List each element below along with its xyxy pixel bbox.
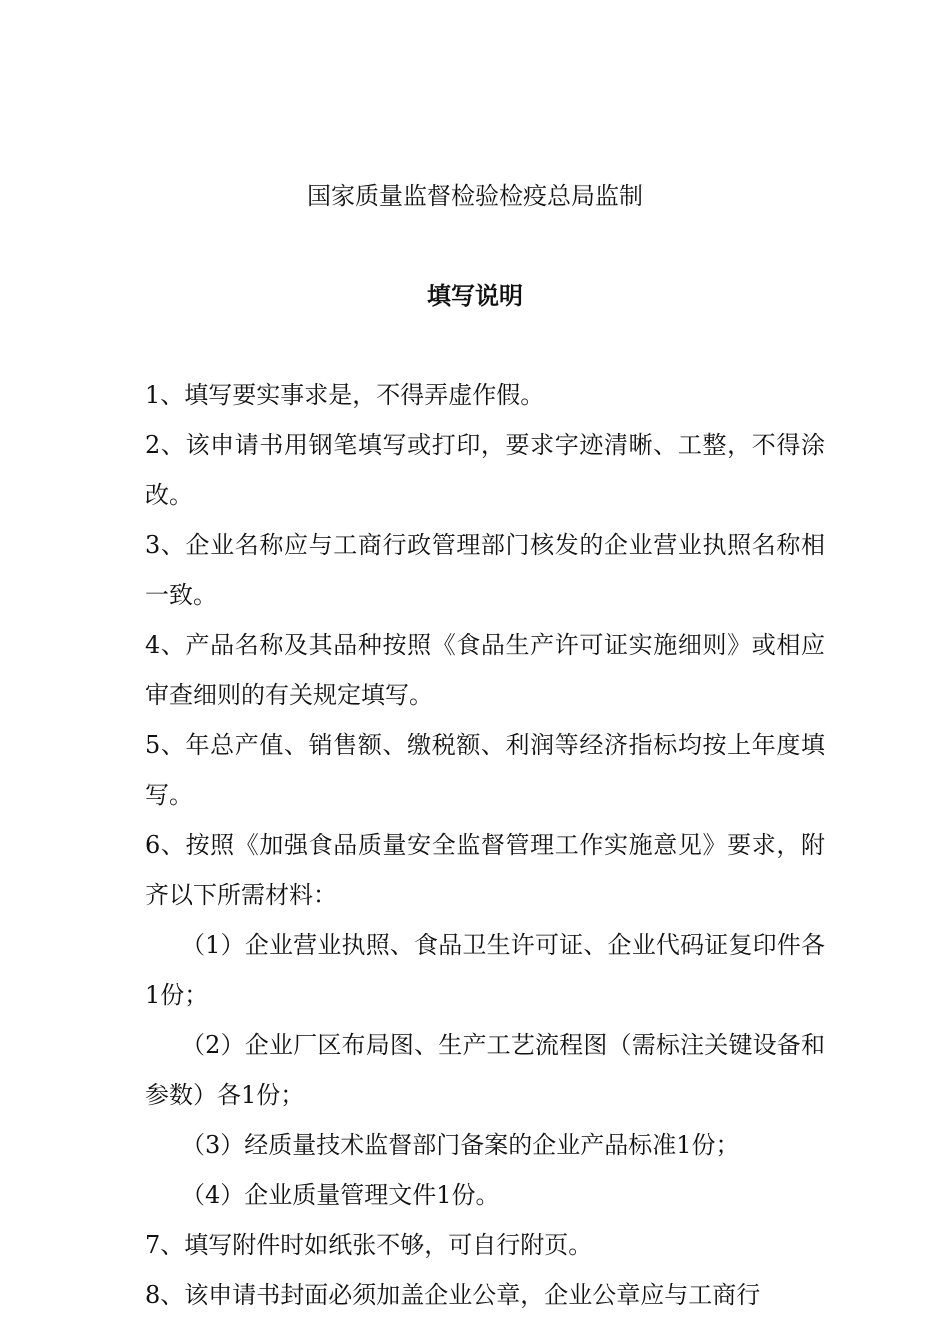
- instruction-item-7: 7、填写附件时如纸张不够，可自行附页。: [145, 1231, 593, 1259]
- attachment-item-4: （4）企业质量管理文件1份。: [181, 1181, 500, 1209]
- attachment-item-3: （3）经质量技术监督部门备案的企业产品标准1份；: [181, 1131, 740, 1159]
- instruction-item-6: 6、按照《加强食品质量安全监督管理工作实施意见》要求，附齐以下所需材料：: [145, 831, 825, 909]
- attachment-item-2: （2）企业厂区布局图、生产工艺流程图（需标注关键设备和参数）各1份；: [145, 1031, 825, 1109]
- issuer-line: 国家质量监督检验检疫总局监制: [307, 182, 643, 210]
- instructions-body: [145, 370, 825, 1320]
- instruction-item-2: 2、该申请书用钢笔填写或打印，要求字迹清晰、工整，不得涂改。: [145, 431, 825, 509]
- instruction-item-4: 4、产品名称及其品种按照《食品生产许可证实施细则》或相应审查细则的有关规定填写。: [145, 631, 825, 709]
- instruction-item-1: 1、填写要实事求是，不得弄虚作假。: [145, 381, 545, 409]
- instruction-item-3: 3、企业名称应与工商行政管理部门核发的企业营业执照名称相一致。: [145, 531, 825, 609]
- instruction-item-8: 8、该申请书封面必须加盖企业公章，企业公章应与工商行: [145, 1281, 761, 1309]
- attachment-item-1: （1）企业营业执照、食品卫生许可证、企业代码证复印件各1份；: [145, 931, 825, 1009]
- instruction-item-5: 5、年总产值、销售额、缴税额、利润等经济指标均按上年度填写。: [145, 731, 825, 809]
- instructions-heading: 填写说明: [427, 281, 523, 310]
